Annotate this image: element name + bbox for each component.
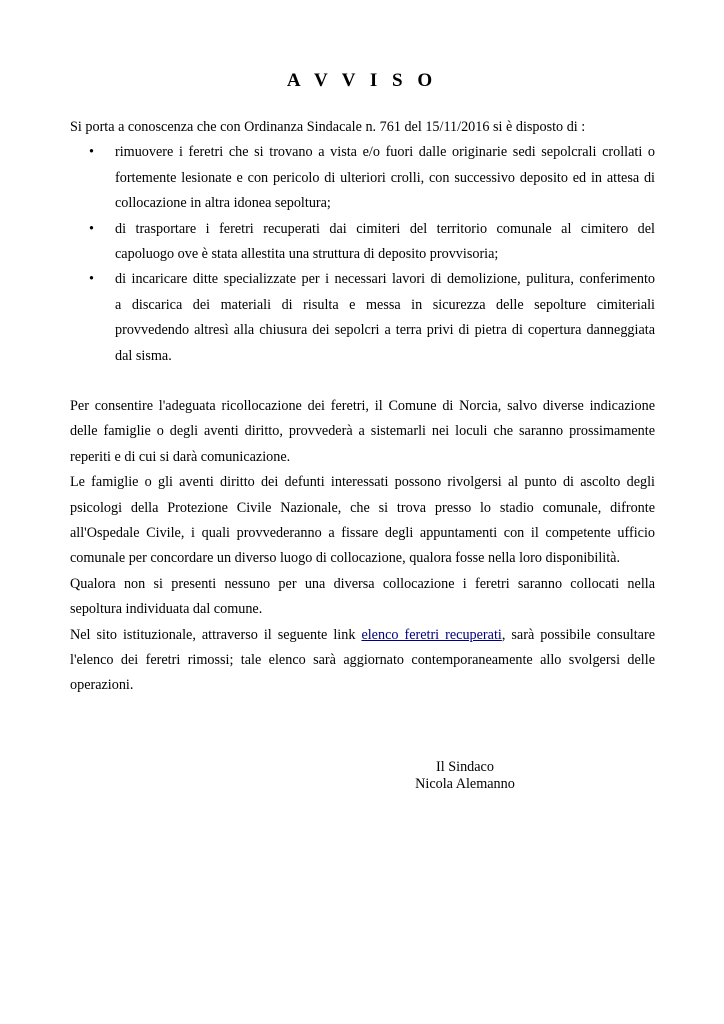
text-line: Qualora non si presenti nessuno per una diversa collocazione i feretri saranno collocati nella xyxy=(70,575,655,592)
text-line: delle famiglie o degli aventi diritto, provvederà a sistemarli nei loculi che saranno prossimamente xyxy=(70,423,655,440)
text-line: collocazione in altra idonea sepoltura; xyxy=(115,195,331,212)
signature-name: Nicola Alemanno xyxy=(415,776,515,792)
intro-text: Si porta a conoscenza che con Ordinanza Sindacale n. 761 del 15/11/2016 si è disposto di : xyxy=(70,119,586,135)
bullet-icon: • xyxy=(89,271,94,288)
bullet-icon: • xyxy=(89,144,94,161)
text-line: rimuovere i feretri che si trovano a vista e/o fuori dalle originarie sedi sepolcrali crollati o xyxy=(115,144,655,161)
list-item xyxy=(70,217,655,268)
link-paragraph xyxy=(70,623,655,699)
text-line: Le famiglie o gli aventi diritto dei defunti interessati possono rivolgersi al punto di ascolto degli xyxy=(70,474,655,491)
bullet-list xyxy=(70,140,655,369)
paragraph xyxy=(70,394,655,470)
ordinance-section xyxy=(70,115,655,369)
text-line xyxy=(70,623,655,648)
text-line: provvedendo altresì alla chiusura dei sepolcri a terra privi di pietra di copertura danneggiata xyxy=(115,322,655,339)
list-item xyxy=(70,267,655,369)
notice-title: A V V I S O xyxy=(286,70,438,91)
paragraph xyxy=(70,572,655,623)
text-line: operazioni. xyxy=(70,677,134,694)
body-paragraphs xyxy=(70,394,655,699)
paragraph xyxy=(70,470,655,572)
text-line: l'elenco dei feretri rimossi; tale elenco sarà aggiornato contemporaneamente allo svolgersi delle xyxy=(70,651,655,668)
text-line: di incaricare ditte specializzate per i necessari lavori di demolizione, pulitura, conferimento xyxy=(115,271,655,288)
signature-role: Il Sindaco xyxy=(436,759,494,775)
text-line: fortemente lesionate e con pericolo di ulteriori crolli, con successivo deposito ed in attesa di xyxy=(115,169,655,186)
text-line: all'Ospedale Civile, i quali provvederanno a fissare degli appuntamenti con il competente ufficio xyxy=(70,524,655,541)
bullet-icon: • xyxy=(89,220,94,237)
text-line: a discarica dei materiali di risulta e messa in sicurezza delle sepolture cimiteriali xyxy=(115,296,655,313)
text-line: comunale per concordare un diverso luogo di collocazione, qualora fosse nella loro disponibilità. xyxy=(70,550,620,567)
text-line: reperiti e di cui si darà comunicazione. xyxy=(70,448,291,465)
text-line: Per consentire l'adeguata ricollocazione dei feretri, il Comune di Norcia, salvo diverse indicazione xyxy=(70,398,655,414)
link-lead-text: Nel sito istituzionale, attraverso il seguente link xyxy=(70,626,362,643)
text-line: psicologi della Protezione Civile Nazionale, che si trova presso lo stadio comunale, difronte xyxy=(70,499,655,516)
text-line: sepoltura individuata dal comune. xyxy=(70,601,263,618)
text-line: di trasportare i feretri recuperati dai cimiteri del territorio comunale al cimitero del xyxy=(115,220,655,237)
link-trail-text: , sarà possibile consultare xyxy=(501,626,655,643)
text-line: dal sisma. xyxy=(115,347,172,364)
recovered-coffins-list-link[interactable]: elenco feretri recuperati xyxy=(361,626,502,643)
list-item xyxy=(70,140,655,216)
text-line: capoluogo ove è stata allestita una struttura di deposito provvisoria; xyxy=(115,245,499,262)
